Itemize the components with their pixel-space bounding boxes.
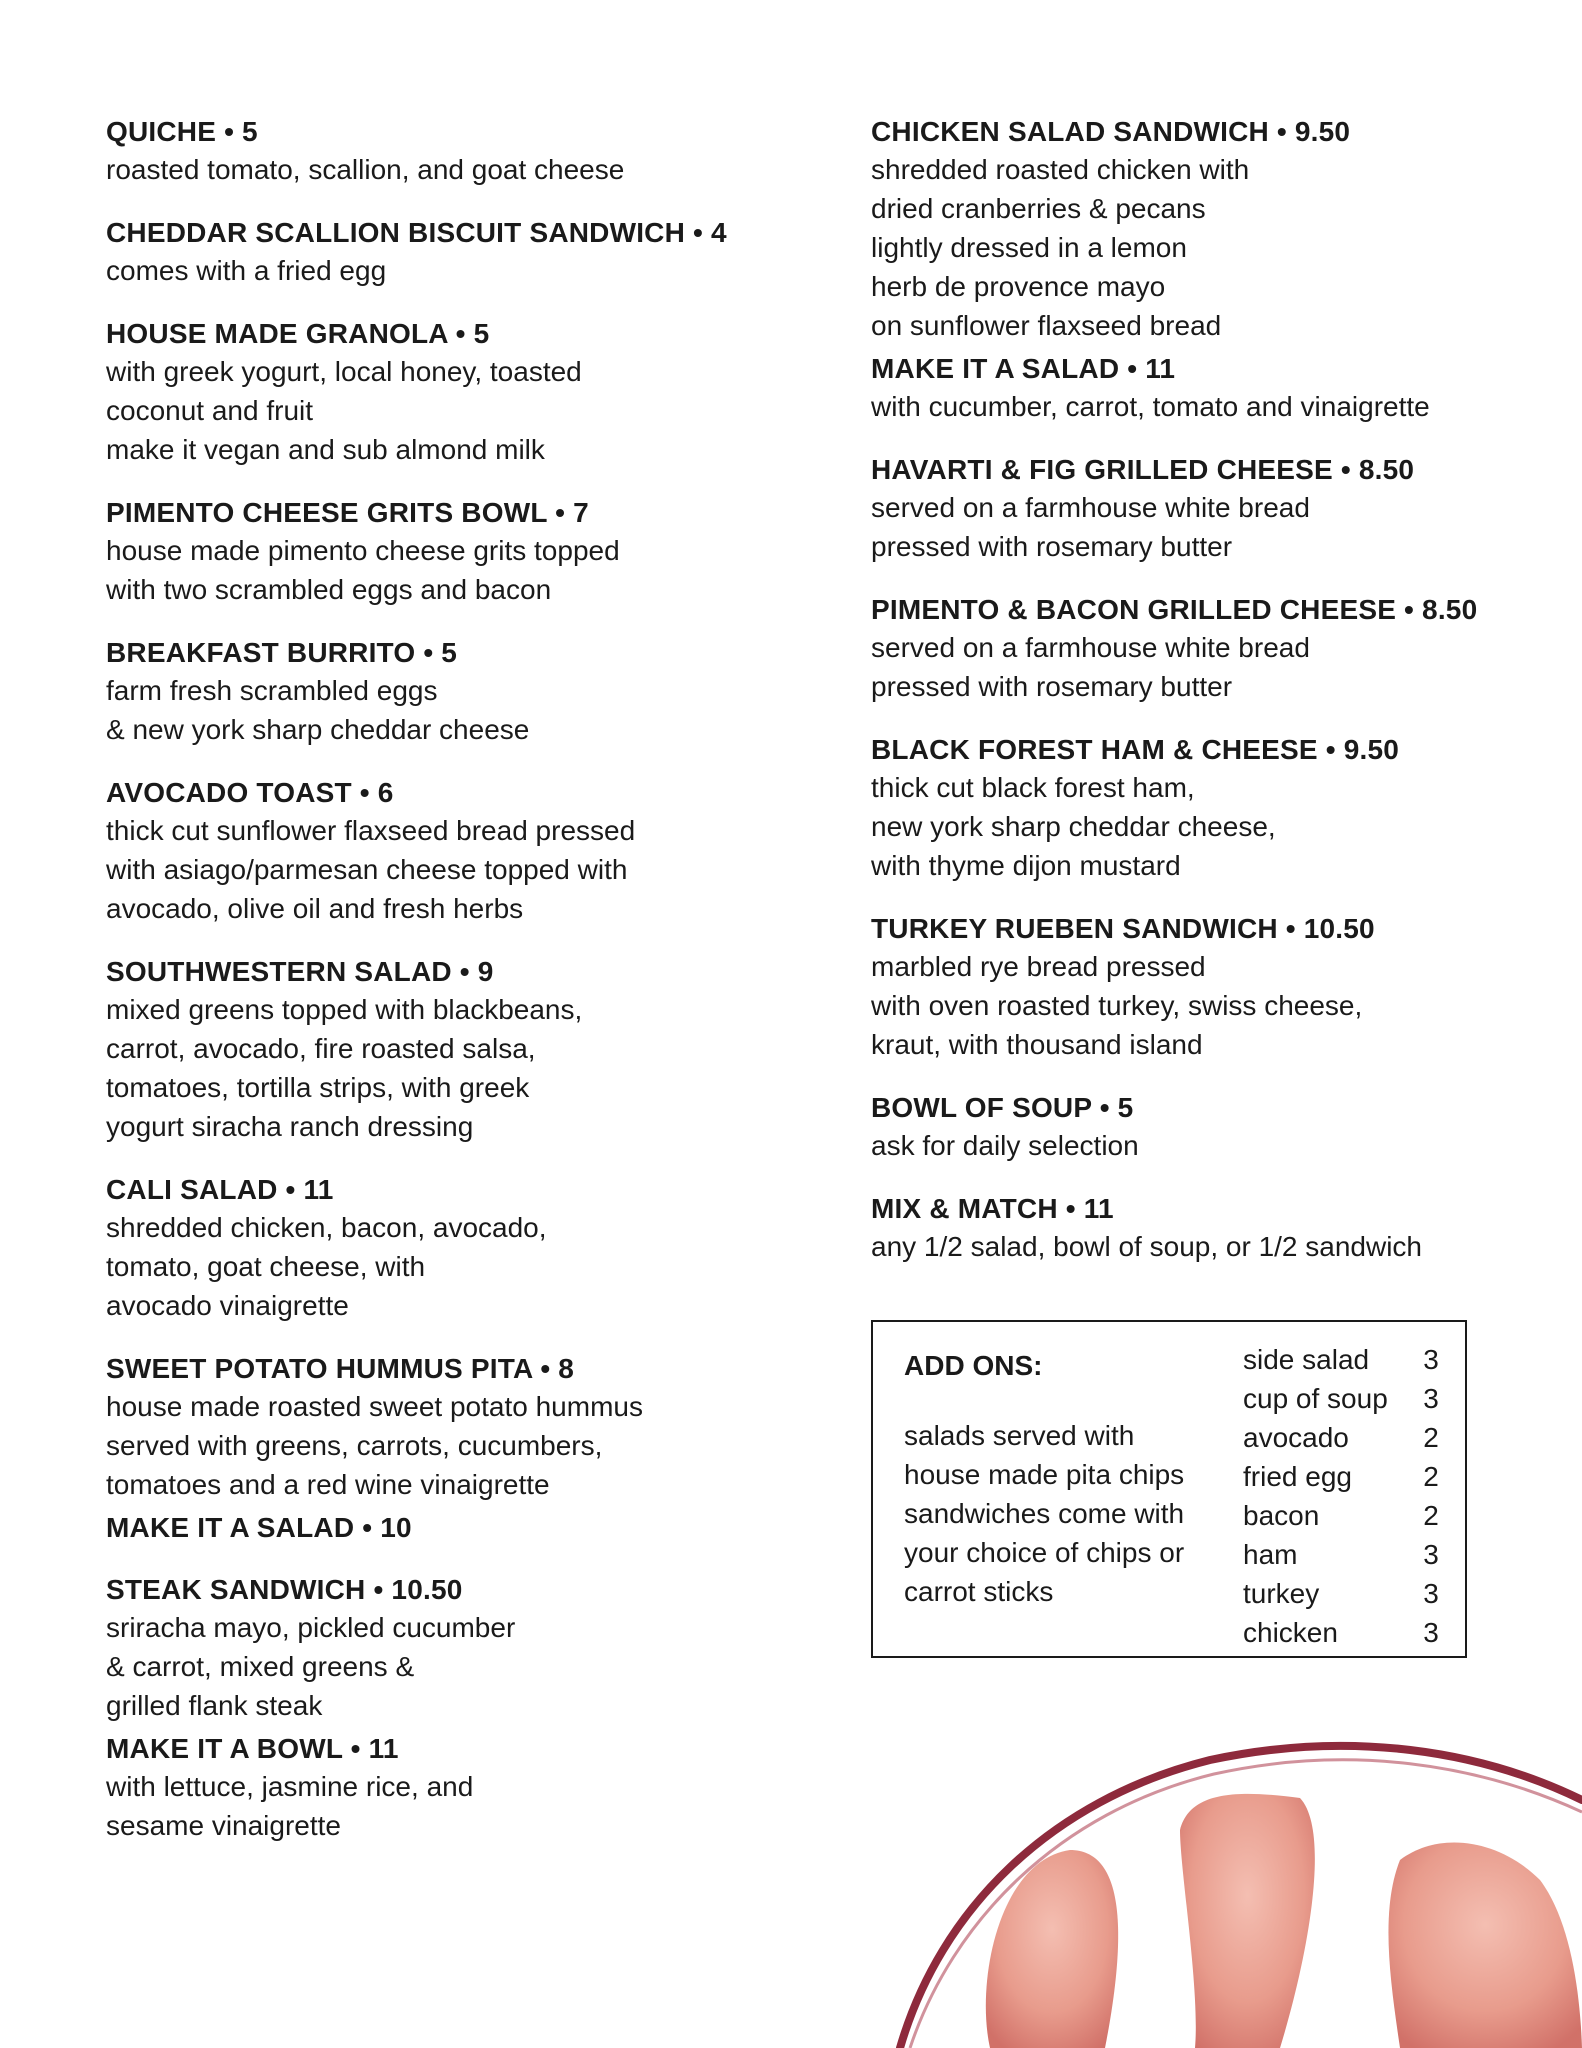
- add-on-row: [1243, 1613, 1443, 1652]
- menu-item-title: CHEDDAR SCALLION BISCUIT SANDWICH • 4: [106, 217, 727, 248]
- description-line: avocado vinaigrette: [106, 1290, 349, 1321]
- description-line: thick cut sunflower flaxseed bread pressed: [106, 815, 636, 846]
- add-on-price: 2: [1423, 1422, 1439, 1453]
- add-ons-note-line: house made pita chips: [904, 1459, 1185, 1490]
- description-line: & new york sharp cheddar cheese: [106, 714, 530, 745]
- menu-item-title: BOWL OF SOUP • 5: [871, 1092, 1134, 1123]
- menu-item: [871, 911, 1511, 1064]
- description-line: pressed with rosemary butter: [871, 531, 1233, 562]
- menu-item: [106, 635, 746, 749]
- add-ons-note-line: sandwiches come with: [904, 1498, 1185, 1529]
- description-line: mixed greens topped with blackbeans,: [106, 994, 583, 1025]
- menu-item-variant-title: MAKE IT A SALAD • 10: [106, 1512, 412, 1543]
- menu-item: [106, 954, 746, 1146]
- menu-item-title: SOUTHWESTERN SALAD • 9: [106, 956, 494, 987]
- menu-item-description: [106, 150, 746, 189]
- description-line: sesame vinaigrette: [106, 1810, 342, 1841]
- description-line: yogurt siracha ranch dressing: [106, 1111, 474, 1142]
- description-line: farm fresh scrambled eggs: [106, 675, 438, 706]
- description-line: & carrot, mixed greens &: [106, 1651, 415, 1682]
- description-line: herb de provence mayo: [871, 271, 1166, 302]
- description-line: make it vegan and sub almond milk: [106, 434, 545, 465]
- add-ons-note-line: carrot sticks: [904, 1576, 1054, 1607]
- grapefruit-watercolor-icon: [880, 1690, 1582, 2048]
- menu-item-description: [106, 811, 746, 928]
- menu-item: [871, 1191, 1511, 1266]
- menu-item-title: HOUSE MADE GRANOLA • 5: [106, 318, 490, 349]
- description-line: house made roasted sweet potato hummus: [106, 1391, 643, 1422]
- menu-item-title: TURKEY RUEBEN SANDWICH • 10.50: [871, 913, 1375, 944]
- description-line: with two scrambled eggs and bacon: [106, 574, 552, 605]
- add-ons-title: ADD ONS:: [904, 1350, 1043, 1381]
- menu-item-title: AVOCADO TOAST • 6: [106, 777, 394, 808]
- description-line: avocado, olive oil and fresh herbs: [106, 893, 524, 924]
- menu-item-description: [871, 947, 1511, 1064]
- add-on-price: 3: [1423, 1383, 1439, 1414]
- description-line: pressed with rosemary butter: [871, 671, 1233, 702]
- description-line: served with greens, carrots, cucumbers,: [106, 1430, 603, 1461]
- menu-item-title: HAVARTI & FIG GRILLED CHEESE • 8.50: [871, 454, 1415, 485]
- description-line: dried cranberries & pecans: [871, 193, 1206, 224]
- add-ons-box: [871, 1320, 1467, 1658]
- menu-item-title: SWEET POTATO HUMMUS PITA • 8: [106, 1353, 575, 1384]
- menu-column-right: [871, 114, 1511, 1292]
- add-ons-list: [1243, 1340, 1443, 1652]
- description-line: lightly dressed in a lemon: [871, 232, 1187, 263]
- description-line: ask for daily selection: [871, 1130, 1139, 1161]
- description-line: served on a farmhouse white bread: [871, 632, 1310, 663]
- description-line: on sunflower flaxseed bread: [871, 310, 1222, 341]
- menu-item-variant-title: MAKE IT A BOWL • 11: [106, 1733, 399, 1764]
- add-on-price: 2: [1423, 1500, 1439, 1531]
- description-line: tomatoes and a red wine vinaigrette: [106, 1469, 550, 1500]
- menu-item-title: BREAKFAST BURRITO • 5: [106, 637, 458, 668]
- add-ons-note: [904, 1416, 1184, 1611]
- description-line: sriracha mayo, pickled cucumber: [106, 1612, 516, 1643]
- menu-item: [106, 114, 746, 189]
- menu-item-description: [106, 990, 746, 1146]
- menu-item-title: MIX & MATCH • 11: [871, 1193, 1114, 1224]
- menu-item-description: [871, 1227, 1511, 1266]
- add-on-name: fried egg: [1243, 1461, 1352, 1492]
- menu-item: [106, 1572, 746, 1845]
- add-ons-note-line: salads served with: [904, 1420, 1135, 1451]
- menu-item: [871, 592, 1511, 706]
- add-on-row: [1243, 1379, 1443, 1418]
- description-line: with greek yogurt, local honey, toasted: [106, 356, 582, 387]
- menu-item-title: CHICKEN SALAD SANDWICH • 9.50: [871, 116, 1351, 147]
- menu-column-left: [106, 114, 746, 1871]
- menu-item: [106, 316, 746, 469]
- menu-item-title: PIMENTO & BACON GRILLED CHEESE • 8.50: [871, 594, 1478, 625]
- menu-item-variant-title: MAKE IT A SALAD • 11: [871, 353, 1176, 384]
- description-line: tomato, goat cheese, with: [106, 1251, 426, 1282]
- menu-item-title: CALI SALAD • 11: [106, 1174, 334, 1205]
- add-on-name: ham: [1243, 1539, 1298, 1570]
- menu-item: [106, 495, 746, 609]
- menu-item-title: PIMENTO CHEESE GRITS BOWL • 7: [106, 497, 589, 528]
- description-line: grilled flank steak: [106, 1690, 323, 1721]
- menu-item: [106, 775, 746, 928]
- menu-item: [871, 1090, 1511, 1165]
- add-ons-note-line: your choice of chips or: [904, 1537, 1185, 1568]
- add-on-row: [1243, 1340, 1443, 1379]
- description-line: with cucumber, carrot, tomato and vinaigrette: [871, 391, 1430, 422]
- menu-item: [106, 1172, 746, 1325]
- menu-item-description: [871, 150, 1511, 345]
- description-line: with lettuce, jasmine rice, and: [106, 1771, 474, 1802]
- add-on-row: [1243, 1496, 1443, 1535]
- menu-item: [871, 452, 1511, 566]
- description-line: served on a farmhouse white bread: [871, 492, 1310, 523]
- menu-item-description: [871, 488, 1511, 566]
- add-on-name: avocado: [1243, 1422, 1349, 1453]
- add-on-row: [1243, 1457, 1443, 1496]
- description-line: with asiago/parmesan cheese topped with: [106, 854, 628, 885]
- description-line: house made pimento cheese grits topped: [106, 535, 620, 566]
- description-line: new york sharp cheddar cheese,: [871, 811, 1276, 842]
- description-line: with oven roasted turkey, swiss cheese,: [871, 990, 1363, 1021]
- add-on-price: 3: [1423, 1344, 1439, 1375]
- description-line: kraut, with thousand island: [871, 1029, 1203, 1060]
- menu-item: [106, 1351, 746, 1546]
- description-line: thick cut black forest ham,: [871, 772, 1195, 803]
- add-on-price: 3: [1423, 1617, 1439, 1648]
- menu-item-description: [106, 531, 746, 609]
- menu-item-title: BLACK FOREST HAM & CHEESE • 9.50: [871, 734, 1400, 765]
- description-line: carrot, avocado, fire roasted salsa,: [106, 1033, 536, 1064]
- add-on-row: [1243, 1535, 1443, 1574]
- add-on-price: 3: [1423, 1578, 1439, 1609]
- add-on-price: 3: [1423, 1539, 1439, 1570]
- menu-item-description: [871, 768, 1511, 885]
- menu-item-description: [106, 1608, 746, 1725]
- menu-item-description: [871, 628, 1511, 706]
- menu-item-description: [106, 352, 746, 469]
- description-line: marbled rye bread pressed: [871, 951, 1206, 982]
- add-on-row: [1243, 1574, 1443, 1613]
- add-on-row: [1243, 1418, 1443, 1457]
- description-line: shredded chicken, bacon, avocado,: [106, 1212, 547, 1243]
- menu-item-description: [106, 251, 746, 290]
- menu-item: [871, 732, 1511, 885]
- menu-item-title: QUICHE • 5: [106, 116, 258, 147]
- menu-item-description: [106, 1387, 746, 1504]
- menu-item-description: [106, 1208, 746, 1325]
- description-line: comes with a fried egg: [106, 255, 387, 286]
- description-line: with thyme dijon mustard: [871, 850, 1181, 881]
- description-line: coconut and fruit: [106, 395, 314, 426]
- add-on-name: bacon: [1243, 1500, 1320, 1531]
- add-on-name: cup of soup: [1243, 1383, 1388, 1414]
- menu-item: [871, 114, 1511, 426]
- menu-item-description: [106, 671, 746, 749]
- menu-item-variant-description: [106, 1767, 746, 1845]
- description-line: tomatoes, tortilla strips, with greek: [106, 1072, 530, 1103]
- description-line: any 1/2 salad, bowl of soup, or 1/2 sandwich: [871, 1231, 1423, 1262]
- description-line: roasted tomato, scallion, and goat cheese: [106, 154, 625, 185]
- add-on-price: 2: [1423, 1461, 1439, 1492]
- add-on-name: turkey: [1243, 1578, 1320, 1609]
- menu-item-title: STEAK SANDWICH • 10.50: [106, 1574, 463, 1605]
- menu-item-description: [871, 1126, 1511, 1165]
- menu-item-variant-description: [871, 387, 1511, 426]
- menu-item: [106, 215, 746, 290]
- description-line: shredded roasted chicken with: [871, 154, 1250, 185]
- add-on-name: chicken: [1243, 1617, 1338, 1648]
- add-on-name: side salad: [1243, 1344, 1370, 1375]
